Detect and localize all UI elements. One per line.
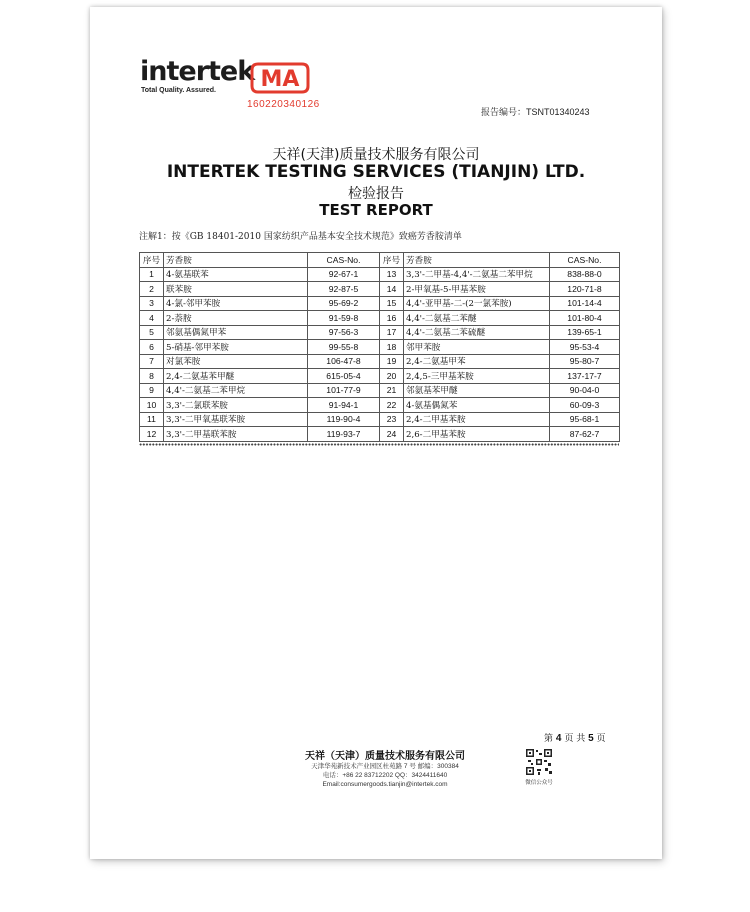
amine-name: 3,3'-二氯联苯胺	[164, 398, 308, 413]
row-no: 3	[140, 296, 164, 311]
header-name: 芳香胺	[164, 253, 308, 268]
amine-name: 联苯胺	[164, 282, 308, 297]
amine-name: 4,4'-二氨基二苯醚	[404, 311, 550, 326]
cas-number: 90-04-0	[550, 383, 620, 398]
qr-label: 微信公众号	[525, 780, 553, 786]
row-no: 23	[380, 412, 404, 427]
cas-number: 838-88-0	[550, 267, 620, 282]
cas-number: 101-14-4	[550, 296, 620, 311]
footer-phone: 电话：+86 22 83712202 QQ：3424411640	[322, 772, 448, 779]
logo-tagline: Total Quality. Assured.	[141, 87, 216, 94]
amine-name: 4-氨基联苯	[164, 267, 308, 282]
cas-number: 92-67-1	[308, 267, 380, 282]
row-no: 11	[140, 412, 164, 427]
table-row	[140, 369, 620, 384]
footer	[270, 747, 500, 789]
row-no: 22	[380, 398, 404, 413]
cas-number: 101-77-9	[308, 383, 380, 398]
cas-number: 95-80-7	[550, 354, 620, 369]
header-cas: CAS-No.	[308, 253, 380, 268]
row-no: 19	[380, 354, 404, 369]
page-total: 5	[588, 733, 594, 744]
row-no: 8	[140, 369, 164, 384]
header-name: 芳香胺	[404, 253, 550, 268]
header-no: 序号	[380, 253, 404, 268]
cas-number: 106-47-8	[308, 354, 380, 369]
amine-name: 4-氯-邻甲苯胺	[164, 296, 308, 311]
report-title-cn: 检验报告	[348, 186, 404, 202]
amine-name: 邻甲苯胺	[404, 340, 550, 355]
row-no: 5	[140, 325, 164, 340]
row-no: 16	[380, 311, 404, 326]
table-row	[140, 383, 620, 398]
cas-number: 119-90-4	[308, 412, 380, 427]
intertek-logo	[140, 58, 254, 94]
table-row	[140, 311, 620, 326]
cas-number: 120-71-8	[550, 282, 620, 297]
cas-number: 60-09-3	[550, 398, 620, 413]
table-row	[140, 398, 620, 413]
row-no: 20	[380, 369, 404, 384]
ma-mark-text: MA	[260, 67, 300, 92]
row-no: 17	[380, 325, 404, 340]
row-no: 1	[140, 267, 164, 282]
cas-number: 119-93-7	[308, 427, 380, 442]
table-row	[140, 282, 620, 297]
page-number: 第 4 页 共 5 页	[544, 733, 606, 744]
table-row	[140, 267, 620, 282]
row-no: 12	[140, 427, 164, 442]
amine-name: 2,4-二氨基苯甲醚	[164, 369, 308, 384]
row-no: 18	[380, 340, 404, 355]
amine-name: 3,3'-二甲氧基联苯胺	[164, 412, 308, 427]
row-no: 14	[380, 282, 404, 297]
header-cas: CAS-No.	[550, 253, 620, 268]
cas-number: 101-80-4	[550, 311, 620, 326]
cas-number: 87-62-7	[550, 427, 620, 442]
cas-number: 137-17-7	[550, 369, 620, 384]
amine-name: 2-萘胺	[164, 311, 308, 326]
amine-name: 4-氨基偶氮苯	[404, 398, 550, 413]
report-title-en: TEST REPORT	[319, 201, 433, 219]
cas-number: 91-94-1	[308, 398, 380, 413]
table-row	[140, 354, 620, 369]
amine-name: 3,3'-二甲基-4,4'-二氨基二苯甲烷	[404, 267, 550, 282]
table-row	[140, 427, 620, 442]
logo-wordmark: intertek	[140, 56, 255, 87]
table-row	[140, 340, 620, 355]
company-name-cn: 天祥(天津)质量技术服务有限公司	[272, 147, 480, 163]
header-no: 序号	[140, 253, 164, 268]
cas-number: 99-55-8	[308, 340, 380, 355]
report-number: 报告编号：TSNT01340243	[481, 107, 590, 117]
footer-address: 天津华苑新技术产业园区杜苑路 7 号 邮编：300384	[311, 763, 459, 770]
cas-number: 615-05-4	[308, 369, 380, 384]
row-no: 9	[140, 383, 164, 398]
row-no: 6	[140, 340, 164, 355]
footer-company: 天祥（天津）质量技术服务有限公司	[305, 751, 465, 762]
amine-name: 4,4'-二氨基二苯甲烷	[164, 383, 308, 398]
amine-name: 5-硝基-邻甲苯胺	[164, 340, 308, 355]
row-no: 24	[380, 427, 404, 442]
aromatic-amine-table	[139, 252, 620, 442]
row-no: 21	[380, 383, 404, 398]
amine-name: 邻氨基偶氮甲苯	[164, 325, 308, 340]
row-no: 2	[140, 282, 164, 297]
amine-name: 3,3'-二甲基联苯胺	[164, 427, 308, 442]
report-page	[90, 7, 662, 859]
row-no: 13	[380, 267, 404, 282]
amine-name: 2,4-二氨基甲苯	[404, 354, 550, 369]
cas-number: 92-87-5	[308, 282, 380, 297]
table-row	[140, 412, 620, 427]
table-row	[140, 325, 620, 340]
row-no: 10	[140, 398, 164, 413]
table-row	[140, 296, 620, 311]
cas-number: 97-56-3	[308, 325, 380, 340]
wechat-qr-icon	[525, 748, 553, 776]
amine-name: 4,4'-亚甲基-二-(2一氯苯胺)	[404, 296, 550, 311]
asterisk-divider	[139, 443, 619, 446]
cas-number: 95-69-2	[308, 296, 380, 311]
amine-name: 2,6-二甲基苯胺	[404, 427, 550, 442]
table-header-row	[140, 253, 620, 268]
page-current: 4	[555, 733, 562, 744]
cas-number: 139-65-1	[550, 325, 620, 340]
row-no: 4	[140, 311, 164, 326]
amine-name: 对氯苯胺	[164, 354, 308, 369]
amine-name: 2,4-二甲基苯胺	[404, 412, 550, 427]
annotation-note: 注解1：按《GB 18401-2010 国家纺织产品基本安全技术规范》致癌芳香胺清单	[139, 232, 462, 242]
cas-number: 95-53-4	[550, 340, 620, 355]
row-no: 7	[140, 354, 164, 369]
company-name-en: INTERTEK TESTING SERVICES (TIANJIN) LTD.	[166, 162, 586, 182]
amine-name: 2-甲氧基-5-甲基苯胺	[404, 282, 550, 297]
cma-cert-number: 160220340126	[247, 99, 320, 110]
footer-email: Email:consumergoods.tianjin@intertek.com	[322, 781, 448, 788]
cas-number: 91-59-8	[308, 311, 380, 326]
amine-name: 邻氨基苯甲醚	[404, 383, 550, 398]
amine-name: 4,4'-二氨基二苯硫醚	[404, 325, 550, 340]
cas-number: 95-68-1	[550, 412, 620, 427]
cma-mark-icon	[250, 58, 310, 98]
row-no: 15	[380, 296, 404, 311]
amine-name: 2,4,5-三甲基苯胺	[404, 369, 550, 384]
